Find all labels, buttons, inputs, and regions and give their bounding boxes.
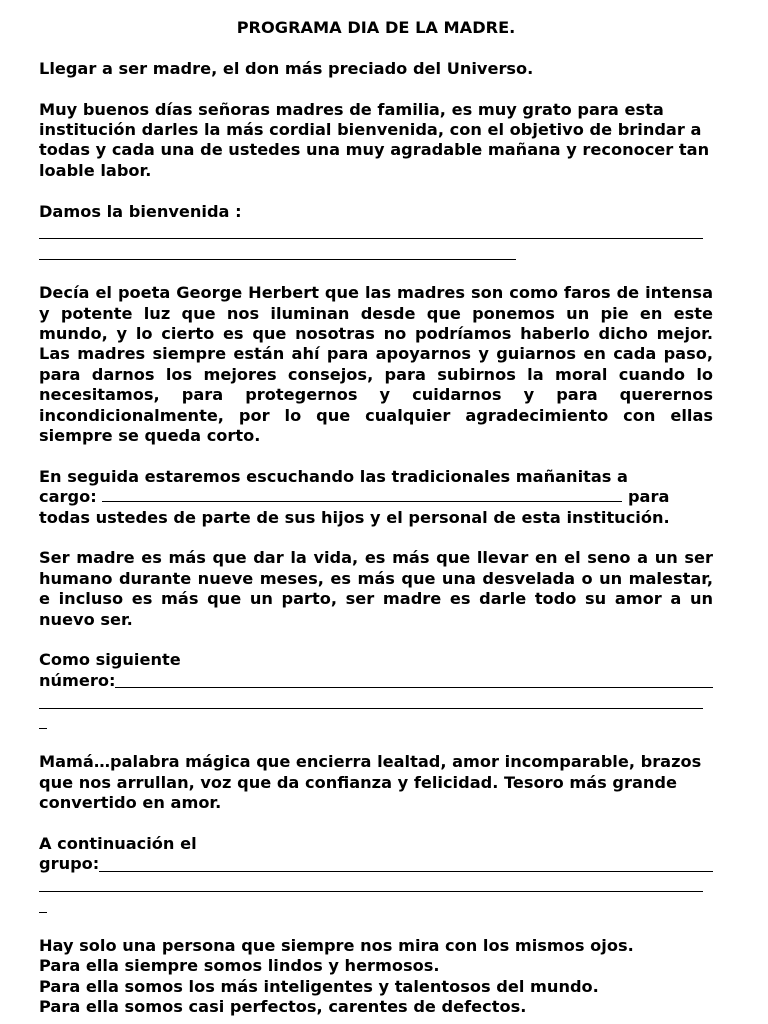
siguiente-blank-3[interactable]: [39, 712, 713, 732]
poem-line: Para ella somos los más inteligentes y talentosos del mundo.: [39, 976, 599, 996]
siguiente-section: [39, 650, 713, 732]
grupo-blank-3[interactable]: [39, 895, 713, 915]
poem-line: Para ella siempre somos lindos y hermosos.: [39, 956, 440, 976]
mananitas-cargo-blank[interactable]: [102, 487, 622, 502]
grupo-row: [39, 854, 713, 874]
grupo-blank-2[interactable]: [39, 875, 713, 895]
siguiente-numero-blank[interactable]: [115, 672, 713, 688]
mananitas-cargo-line: [39, 487, 713, 507]
welcome-paragraph: Muy buenos días señoras madres de familia, es muy grato para esta institución darles la más cordial bienvenida, con el objetivo de brindar a todas y cada una de ustedes una muy agradable mañana y reconocer tan loable labor.: [39, 99, 710, 180]
grupo-blank[interactable]: [99, 856, 713, 872]
continuacion-section: [39, 834, 713, 916]
mananitas-para-label: para: [627, 487, 670, 507]
herbert-paragraph: Decía el poeta George Herbert que las madres son como faros de intensa y potente luz que nos iluminan desde que ponemos un pie en este mundo, y lo cierto es que nosotras no podríamos haberlo dicho mejor. Las madres siempre están ahí para apoyarnos y guiarnos en cada paso, para darnos los mejores consejos, para subirnos la moral cuando lo necesitamos, para protegernos y cuidarnos y para querernos incondicionalmente, por lo que cualquier agradecimiento con ellas siempre se queda corto.: [39, 283, 713, 446]
continuacion-line1: A continuación el: [39, 834, 197, 854]
document-page: [39, 18, 713, 1018]
mananitas-line3: todas ustedes de parte de sus hijos y el personal de esta institución.: [39, 507, 670, 527]
grupo-label: grupo:: [39, 854, 100, 874]
siguiente-blank-2[interactable]: [39, 691, 713, 711]
ser-madre-paragraph: Ser madre es más que dar la vida, es más que llevar en el seno a un ser humano durante nueve meses, es más que una desvelada o un malestar, e incluso es más que un parto, ser madre es darle todo su amor a un nuevo ser.: [39, 548, 713, 629]
siguiente-line1: Como siguiente: [39, 650, 181, 670]
mananitas-cargo-label: cargo:: [39, 487, 97, 507]
poem-line: Hay solo una persona que siempre nos mira con los mismos ojos.: [39, 936, 634, 956]
bienvenida-section: [39, 202, 713, 263]
mananitas-section: [39, 467, 713, 528]
mananitas-line1: En seguida estaremos escuchando las tradicionales mañanitas a: [39, 466, 628, 486]
siguiente-numero-label: número:: [39, 670, 116, 690]
poem-section: [39, 936, 713, 1018]
poem-line: Para ella somos casi perfectos, carentes de defectos.: [39, 997, 527, 1017]
siguiente-numero-row: [39, 671, 713, 691]
bienvenida-blank-2[interactable]: [39, 242, 713, 262]
bienvenida-blank-1[interactable]: [39, 222, 713, 242]
document-subtitle: Llegar a ser madre, el don más preciado del Universo.: [39, 58, 534, 78]
mama-paragraph: Mamá…palabra mágica que encierra lealtad, amor incomparable, brazos que nos arrullan, voz que da confianza y felicidad. Tesoro más grande convertido en amor.: [39, 752, 702, 813]
bienvenida-label: Damos la bienvenida :: [39, 201, 242, 221]
document-title: PROGRAMA DIA DE LA MADRE.: [236, 18, 516, 37]
